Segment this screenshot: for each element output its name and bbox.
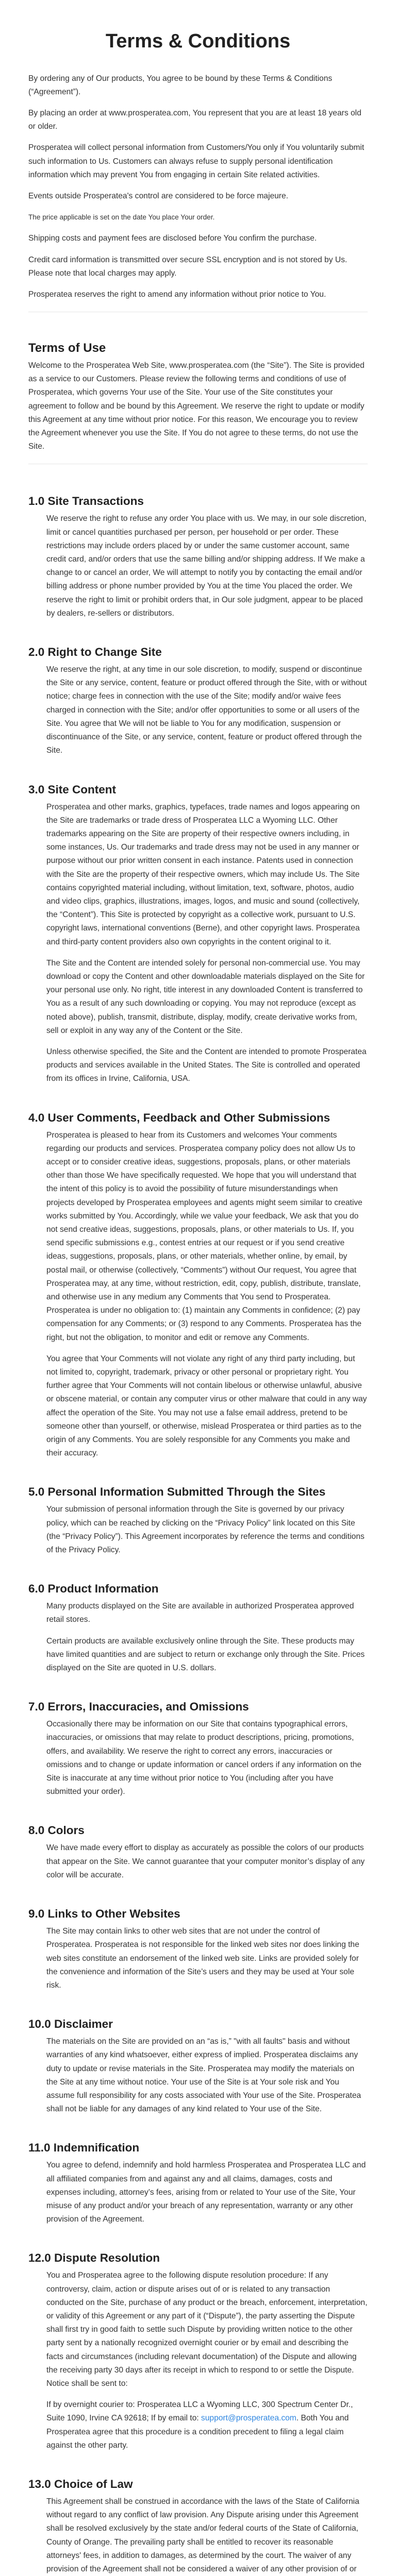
notice-paragraph: [46, 2398, 368, 2452]
section-heading: 6.0 Product Information: [28, 1582, 159, 1596]
section-paragraph: Occasionally there may be information on our Site that contains typographical errors, inaccuracies, or omissions that may relate to product descriptions, pricing, promotions, offers, and availability. We reserve the right to correct any errors, inaccuracies or omissions and to change or update information or cancel orders if any information on the Site is inaccurate at any time without prior notice to You (including after you have submitted your order).: [46, 1720, 362, 1797]
terms-of-use-heading: Terms of Use: [28, 341, 106, 355]
section-paragraph: Certain products are available exclusively online through the Site. These products may have limited quantities and are subject to return or exchange only through the Site. Prices displayed on the Site are quoted in U.S. dollars.: [46, 1636, 365, 1673]
terms-of-use-text: Welcome to the Prosperatea Web Site, www.prosperatea.com (the “Site”). The Site is provided as a service to our Customers. Please review the following terms and conditions of use of Prosperatea, which governs Your use of the Site. Your use of the Site constitutes your agreement to follow and be bound by this Agreement. We reserve the right to update or modify this Agreement at any time without prior notice. For this reason, We encourage you to review the Agreement whenever you use the Site. If You do not agree to these terms, do not use the Site.: [28, 361, 365, 451]
section-user-comments: [28, 1110, 368, 1461]
section-indemnification: [28, 2140, 368, 2226]
section-paragraph: Prosperatea and other marks, graphics, typefaces, trade names and logos appearing on the Site are trademarks or trade dress of Prosperatea LLC a Wyoming LLC. Other trademarks appearing on the Site are property of their respective owners including, in some instances, Us. Our trademarks and trade dress may not be used in any manner or purpose without our prior written consent in each instance. Patents used in connection with the Site are the property of their respective owners, which may include Us. The Site contains copyrighted material including, without limitation, text, software, photos, audio and video clips, graphics, illustrations, images, logos, and music and sound (collectively, the “Content”). This Site is protected by copyright as a collective work, pursuant to U.S. copyright laws, international conventions (Berne), and other copyright laws. Prosperatea and third-party content providers also own copyrights in the content original to it.: [46, 802, 360, 946]
section-paragraph: The Site may contain links to other web sites that are not under the control of Prosperatea. Prosperatea is not responsible for the linked web sites nor does linking the web sites constitute an endorsement of the linked web site. Links are provided solely for the convenience and information of the Site’s users and they may be used at Your sole risk.: [46, 1927, 359, 1990]
intro-paragraph: Prosperatea reserves the right to amend any information without prior notice to You.: [28, 290, 326, 299]
section-paragraph: The Site and the Content are intended solely for personal non-commercial use. You may download or copy the Content and other downloadable materials displayed on the Site for your personal use only. No right, title interest in any downloaded Content is transferred to You as a result of any such downloading or copying. You may not reproduce (except as noted above), publish, transmit, distribute, display, modify, create derivative works from, sell or exploit in any way any of the Content or the Site.: [46, 958, 365, 1035]
section-heading: 12.0 Dispute Resolution: [28, 2251, 160, 2265]
section-links: [28, 1906, 368, 1992]
section-paragraph: We reserve the right to refuse any order You place with us. We may, in our sole discretion, limit or cancel quantities purchased per person, per household or per order. These restrictions may include orders placed by or under the same customer account, same credit card, and/or orders that use the same billing and/or shipping address. If We make a change to or cancel an order, We will attempt to notify you by contacting the email and/or billing address or phone number provided by You at the time You placed the order. We reserve the right to limit or prohibit orders that, in Our sole judgment, appear to be placed by dealers, re-sellers or distributors.: [46, 514, 367, 618]
section-paragraph: Unless otherwise specified, the Site and the Content are intended to promote Prosperatea products and services available in the United States. The Site is controlled and operated from its offices in Irvine, California, USA.: [46, 1047, 367, 1083]
section-paragraph: We have made every effort to display as accurately as possible the colors of our products that appear on the Site. We cannot guarantee that your computer monitor’s display of any color will be accurate.: [46, 1843, 365, 1879]
terms-page: [28, 0, 368, 2576]
section-heading: 3.0 Site Content: [28, 783, 117, 796]
intro-paragraph: The price applicable is set on the date You place Your order.: [28, 213, 215, 222]
intro-paragraph: Credit card information is transmitted over secure SSL encryption and is not stored by Us. Please note that local charges may apply.: [28, 255, 348, 278]
section-heading: 9.0 Links to Other Websites: [28, 1907, 180, 1921]
section-product-information: [28, 1581, 368, 1675]
section-heading: 5.0 Personal Information Submitted Through the Sites: [28, 1485, 326, 1499]
section-choice-of-law: [28, 2476, 368, 2576]
intro-section: [28, 72, 368, 302]
section-colors: [28, 1822, 368, 1882]
section-paragraph: This Agreement shall be construed in accordance with the laws of the State of California without regard to any conflict of law provision. Any Dispute arising under this Agreement shall be resolved exclusively by the state and/or federal courts of the State of California, County of Orange. The prevailing party shall be entitled to recover its reasonable attorneys' fees, in addition to damages, as determined by the court. The waiver of any provision of the Agreement shall not be considered a waiver of any other provision of or: [46, 2497, 359, 2573]
section-paragraph: You agree that Your Comments will not violate any right of any third party including, but not limited to, copyright, trademark, privacy or other personal or proprietary right. You further agree that Your Comments will not contain libelous or otherwise unlawful, abusive or obscene material, or contain any computer virus or other malware that could in any way affect the operation of the Site. You may not use a false email address, pretend to be someone other than yourself, or otherwise, mislead Prosperatea or third parties as to the origin of any Comments. You are solely responsible for any Comments you make and their accuracy.: [46, 1354, 367, 1458]
section-paragraph: Your submission of personal information through the Site is governed by our privacy policy, which can be reached by clicking on the “Privacy Policy” link located on this Site (the “Privacy Policy”). This Agreement incorporates by reference the terms and conditions of the Privacy Policy.: [46, 1505, 365, 1555]
section-heading: 10.0 Disclaimer: [28, 2018, 113, 2031]
section-paragraph: We reserve the right, at any time in our sole discretion, to modify, suspend or discontinue the Site or any service, content, feature or product offered through the Site, with or without notice; charge fees in connection with the use of the Site; modify and/or waive fees charged in connection with the Site; and/or offer opportunities to some or all users of the Site. You agree that We will not be liable to You for any modification, suspension or discontinuance of the Site, or any service, content, feature or product offered through the Site.: [46, 665, 367, 755]
intro-paragraph: By placing an order at www.prosperatea.com, You represent that you are at least 18 years old or older.: [28, 109, 361, 131]
terms-of-use-section: [28, 341, 368, 453]
intro-paragraph: Prosperatea will collect personal information from Customers/You only if You voluntarily submit such information to Us. Customers can always refuse to supply personal identification information which may prevent You from engaging in certain Site related activities.: [28, 143, 365, 179]
page-title: Terms & Conditions: [105, 30, 291, 52]
intro-paragraph: By ordering any of Our products, You agree to be bound by these Terms & Conditions (“Agreement”).: [28, 74, 333, 96]
section-site-transactions: [28, 493, 368, 620]
section-heading: 8.0 Colors: [28, 1824, 85, 1837]
section-paragraph: You and Prosperatea agree to the following dispute resolution procedure: If any controversy, claim, action or dispute arises out of or is related to any transaction conducted on the Site, purchase of any product or the breach, enforcement, interpretation, or validity of this Agreement or any part of it (“Dispute”), the party asserting the Dispute shall first try in good faith to settle such Dispute by providing written notice to the other party sent by a nationally recognized overnight courier or by email and describing the facts and circumstances (including relevant documentation) of the Dispute and allowing the receiving party 30 days after its receipt in which to respond to or settle the Dispute. Notice shall be sent to:: [46, 2271, 368, 2388]
section-heading: 1.0 Site Transactions: [28, 495, 144, 508]
intro-paragraph: Shipping costs and payment fees are disclosed before You confirm the purchase.: [28, 234, 317, 243]
section-right-to-change-site: [28, 644, 368, 757]
section-paragraph: You agree to defend, indemnify and hold harmless Prosperatea and Prosperatea LLC and all affiliated companies from and against any and all claims, damages, costs and expenses including, attorney’s fees, arising from or related to Your use of the Site, Your misuse of any product and/or your breach of any representation, warranty or any other provision of the Agreement.: [46, 2161, 366, 2224]
intro-paragraph: Events outside Prosperatea's control are considered to be force majeure.: [28, 192, 288, 201]
section-disclaimer: [28, 2016, 368, 2116]
section-heading: 11.0 Indemnification: [28, 2141, 140, 2155]
section-heading: 2.0 Right to Change Site: [28, 646, 162, 659]
section-paragraph: The materials on the Site are provided on an “as is,” "with all faults" basis and without warranties of any kind whatsoever, either express of implied. Prosperatea disclaims any duty to update or revise materials in the Site. Prosperatea may modify the materials on the Site at any time without notice. Your use of the Site is at Your sole risk and You assume full responsibility for any costs associated with Your use of the Site. Prosperatea shall not be liable for any damages of any kind related to Your use of the Site.: [46, 2037, 361, 2114]
section-site-content: [28, 782, 368, 1086]
section-personal-information: [28, 1484, 368, 1557]
section-heading: 13.0 Choice of Law: [28, 2477, 133, 2490]
section-errors: [28, 1699, 368, 1799]
section-heading: 4.0 User Comments, Feedback and Other Submissions: [28, 1111, 331, 1124]
notice-text: . Both You and Prosperatea agree that this procedure is a condition precedent to filing a legal claim against the other party.: [46, 2414, 349, 2450]
section-paragraph: Many products displayed on the Site are available in authorized Prosperatea approved retail stores.: [46, 1602, 354, 1624]
section-dispute-resolution: [28, 2250, 368, 2452]
support-email-link[interactable]: support@prosperatea.com: [201, 2414, 296, 2423]
section-heading: 7.0 Errors, Inaccuracies, and Omissions: [28, 1700, 249, 1714]
notice-text: If by overnight courier to: Prosperatea LLC a Wyoming LLC, 300 Spectrum Center Dr., Suite 1090, Irvine CA 92618; If by email to:: [46, 2400, 353, 2423]
section-paragraph: Prosperatea is pleased to hear from its Customers and welcomes Your comments regarding our products and services. Prosperatea company policy does not allow Us to accept or to consider creative ideas, suggestions, proposals, plans, or other materials other than those We have specifically requested. We hope that you will understand that the intent of this policy is to avoid the possibility of future misunderstandings when projects developed by Prosperatea employees and agents might seem similar to creative works submitted by You. Accordingly, while we value your feedback, We ask that you do not send creative ideas, suggestions, proposals, plans, or other materials to Us. If, you send specific submissions e.g., contest entries at our request or if you send creative ideas, suggestions, proposals, plans, or other materials, whether online, by email, by postal mail, or otherwise (collectively, “Comments”) without Our request, You agree that Prosperatea may, at any time, without restriction, edit, copy, publish, distribute, translate, and otherwise use in any medium any Comments that You send to Prosperatea. Prosperatea is under no obligation to: (1) maintain any Comments in confidence; (2) pay compensation for any Comments; or (3) respond to any Comments. Prosperatea has the right, but not the obligation, to monitor and edit or remove any Comments.: [46, 1130, 362, 1342]
